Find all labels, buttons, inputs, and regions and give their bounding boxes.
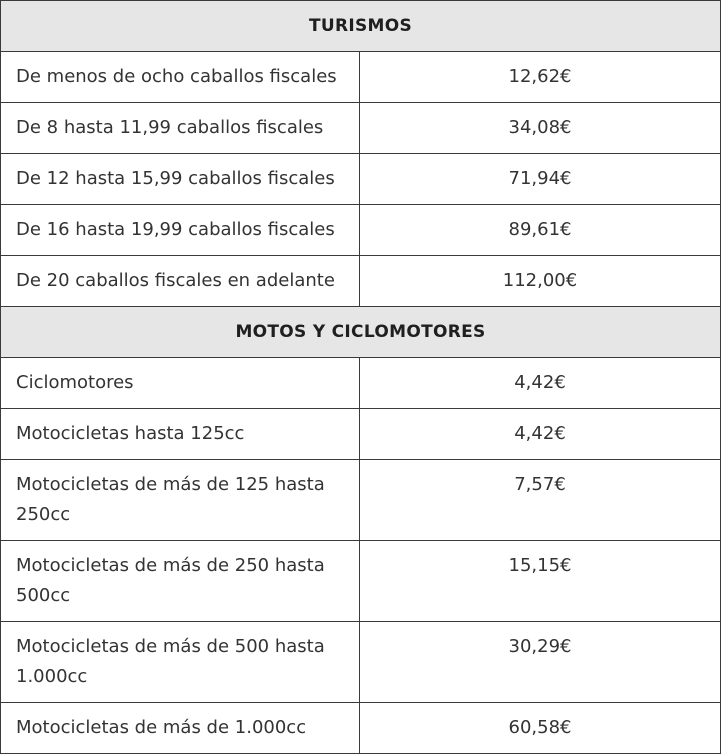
table-row [1, 205, 721, 256]
row-price: 30,29€ [360, 622, 721, 703]
row-label: Motocicletas hasta 125cc [1, 409, 360, 460]
table-row [1, 256, 721, 307]
table-row [1, 103, 721, 154]
section-header-row [1, 1, 721, 52]
section-title-turismos: TURISMOS [1, 1, 721, 52]
section-header-row [1, 307, 721, 358]
row-price: 7,57€ [360, 460, 721, 541]
table-row [1, 409, 721, 460]
row-label: Motocicletas de más de 125 hasta 250cc [1, 460, 360, 541]
row-price: 4,42€ [360, 358, 721, 409]
table-row [1, 460, 721, 541]
table-row [1, 358, 721, 409]
row-label: Ciclomotores [1, 358, 360, 409]
table-row [1, 703, 721, 754]
row-price: 89,61€ [360, 205, 721, 256]
row-label: De 20 caballos fiscales en adelante [1, 256, 360, 307]
table-row [1, 52, 721, 103]
row-price: 112,00€ [360, 256, 721, 307]
row-label: De menos de ocho caballos fiscales [1, 52, 360, 103]
row-price: 71,94€ [360, 154, 721, 205]
row-label: Motocicletas de más de 500 hasta 1.000cc [1, 622, 360, 703]
row-price: 15,15€ [360, 541, 721, 622]
row-price: 4,42€ [360, 409, 721, 460]
table-row [1, 622, 721, 703]
row-price: 12,62€ [360, 52, 721, 103]
row-label: De 16 hasta 19,99 caballos fiscales [1, 205, 360, 256]
table-row [1, 154, 721, 205]
row-label: Motocicletas de más de 250 hasta 500cc [1, 541, 360, 622]
row-label: Motocicletas de más de 1.000cc [1, 703, 360, 754]
table-row [1, 541, 721, 622]
section-title-motos: MOTOS Y CICLOMOTORES [1, 307, 721, 358]
row-label: De 8 hasta 11,99 caballos fiscales [1, 103, 360, 154]
row-price: 60,58€ [360, 703, 721, 754]
row-label: De 12 hasta 15,99 caballos fiscales [1, 154, 360, 205]
row-price: 34,08€ [360, 103, 721, 154]
